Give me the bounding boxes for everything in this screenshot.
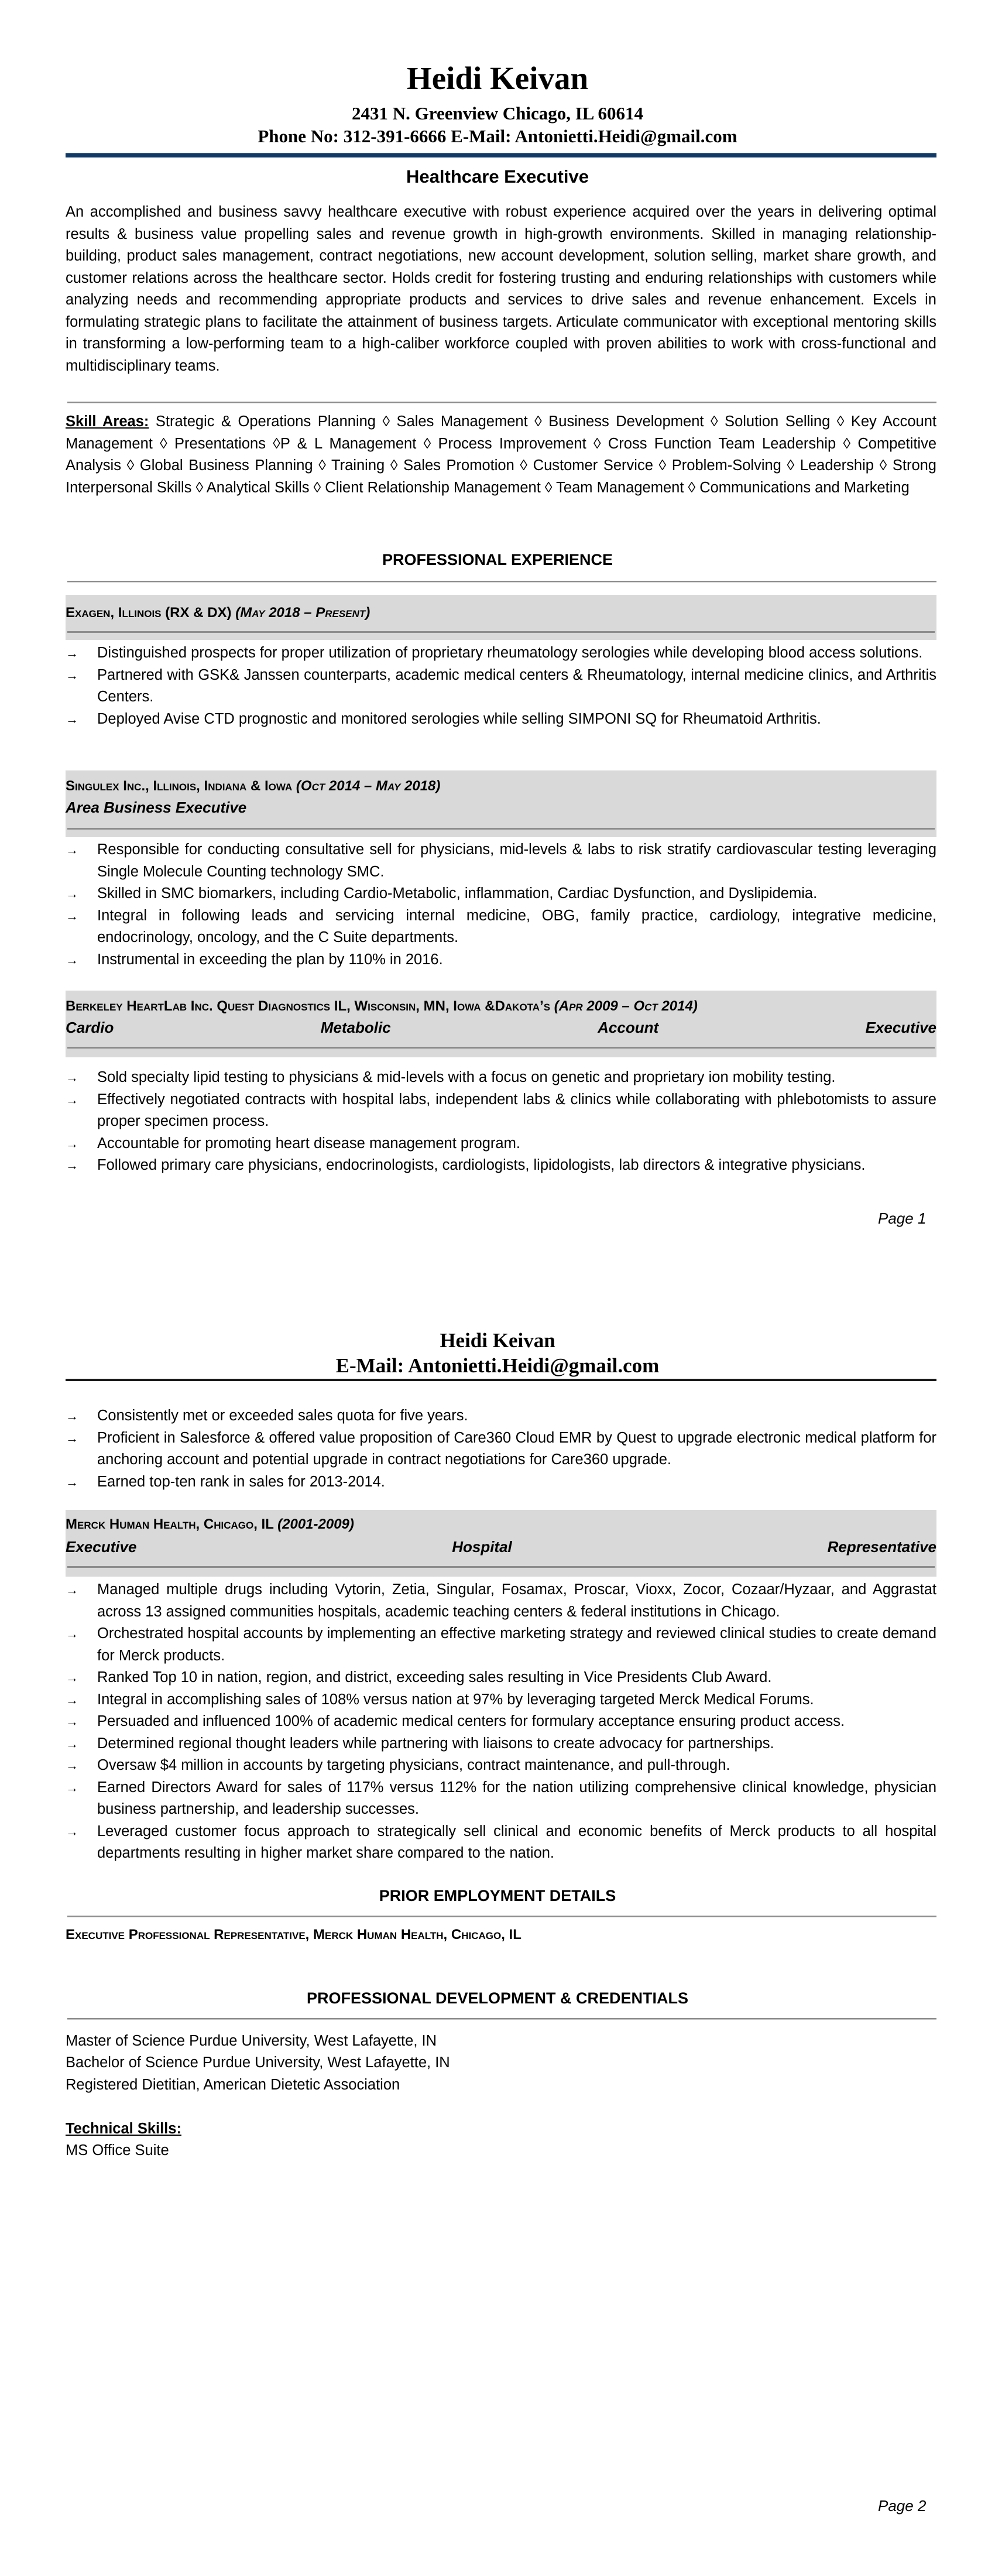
bullet-text: Sold specialty lipid testing to physicians & mid-levels with a focus on genetic and proprietary ion mobility testing.	[97, 1069, 836, 1085]
professional-summary: An accomplished and business savvy healthcare executive with robust experience acquired over the years in delivering optimal results & business value propelling sales and revenue growth in high-growth environments. Skilled in managing relationship-building, product sales management, contract negotiations, new account development, solution selling, market share growth, and customer relations across the healthcare sector. Holds credit for fostering trusting and enduring relationships with customers while analyzing needs and recommending appropriate products and services to drive sales and revenue enhancement. Excels in formulating strategic plans to facilitate the attainment of business targets. Articulate communicator with exceptional mentoring skills in transforming a low-performing team to a high-caliber workforce coupled with proven abilities to work with cross-functional and multidisciplinary teams.	[66, 204, 936, 374]
list-item	[66, 883, 936, 905]
list-item	[66, 1689, 936, 1711]
arrow-bullet-icon: →	[66, 1474, 78, 1489]
candidate-email-page2: E-Mail: Antonietti.Heidi@gmail.com	[335, 1354, 660, 1377]
arrow-bullet-icon: →	[66, 1626, 78, 1641]
headline: Healthcare Executive	[406, 166, 589, 187]
list-item	[66, 664, 936, 708]
job-bullets-berkeley-continued	[66, 1405, 936, 1493]
company-name: Berkeley HeartLab Inc. Quest Diagnostics IL, Wisconsin, MN, Iowa &Dakota’s	[66, 998, 554, 1014]
bullet-text: Integral in accomplishing sales of 108% versus nation at 97% by leveraging targeted Merck Medical Forums.	[97, 1691, 814, 1708]
bullet-text: Effectively negotiated contracts with hospital labs, independent labs & clinics while collaborating with phlebotomists to assure proper specimen process.	[97, 1091, 936, 1129]
section-title-credentials: PROFESSIONAL DEVELOPMENT & CREDENTIALS	[306, 1989, 689, 2007]
arrow-bullet-icon: →	[66, 842, 78, 857]
candidate-name-page2: Heidi Keivan	[440, 1329, 555, 1352]
bullet-text: Determined regional thought leaders while partnering with liaisons to create advocacy for partnerships.	[97, 1735, 774, 1752]
list-item	[66, 1733, 936, 1755]
arrow-bullet-icon: →	[66, 646, 78, 660]
job-header-divider	[67, 828, 935, 830]
bullet-text: Leveraged customer focus approach to strategically sell clinical and economic benefits of Merck products to all hospital departments resulting in higher market share compared to the nation.	[97, 1823, 936, 1861]
bullet-text: Followed primary care physicians, endocrinologists, cardiologists, lipidologists, lab directors & integrative physicians.	[97, 1157, 866, 1173]
job-dates: (2001-2009)	[277, 1516, 354, 1532]
bullet-text: Persuaded and influenced 100% of academic medical centers for formulary acceptance ensuring product access.	[97, 1713, 845, 1729]
arrow-bullet-icon: →	[66, 908, 78, 923]
job-header-divider	[67, 631, 935, 633]
company-name: Singulex Inc., Illinois, Indiana & Iowa	[66, 778, 296, 794]
list-item	[66, 1471, 936, 1493]
credential-item: Bachelor of Science Purdue University, West Lafayette, IN	[66, 2054, 450, 2071]
bullet-text: Earned Directors Award for sales of 117% versus 112% for the nation utilizing comprehensive clinical knowledge, physician business partnership, and leadership successes.	[97, 1779, 936, 1817]
header-divider-page2	[66, 1379, 936, 1381]
job-title-word: Cardio	[66, 1019, 114, 1036]
job-title-word: Executive	[865, 1019, 936, 1036]
list-item	[66, 1133, 936, 1155]
skill-areas-text: Strategic & Operations Planning ◊ Sales Management ◊ Business Development ◊ Solution Selling ◊ Key Account Management ◊ Presentations ◊P & L Management ◊ Process Improvement ◊ Cross Function Team Leadership ◊ Competitive Analysis ◊ Global Business Planning ◊ Training ◊ Sales Promotion ◊ Customer Service ◊ Problem-Solving ◊ Leadership ◊ Strong Interpersonal Skills ◊ Analytical Skills ◊ Client Relationship Management ◊ Team Management ◊ Communications and Marketing	[66, 413, 936, 496]
bullet-text: Consistently met or exceeded sales quota for five years.	[97, 1407, 468, 1424]
page-number: Page 2	[878, 2497, 927, 2515]
bullet-text: Managed multiple drugs including Vytorin, Zetia, Singular, Fosamax, Proscar, Vioxx, Zocor, Cozaar/Hyzaar, and Aggrastat across 13 assigned communities hospitals, academic teaching centers & federal institutions in Chicago.	[97, 1581, 936, 1620]
list-item	[66, 1405, 936, 1427]
job-title	[66, 799, 936, 816]
arrow-bullet-icon: →	[66, 1409, 78, 1423]
list-item	[66, 1667, 936, 1689]
bullet-text: Responsible for conducting consultative sell for physicians, mid-levels & labs to risk stratify cardiovascular testing leveraging Single Molecule Counting technology SMC.	[97, 841, 936, 880]
job-company	[66, 604, 370, 622]
job-title-word: Account	[598, 1019, 659, 1036]
job-dates: (May 2018 – Present)	[235, 605, 370, 621]
job-bullets-exagen	[66, 642, 936, 730]
arrow-bullet-icon: →	[66, 1780, 78, 1795]
bullet-text: Accountable for promoting heart disease management program.	[97, 1135, 520, 1152]
job-header-merck	[66, 1510, 936, 1577]
list-item	[66, 1755, 936, 1777]
list-item	[66, 1711, 936, 1733]
list-item	[66, 1623, 936, 1667]
job-header-divider	[67, 1566, 935, 1568]
job-company	[66, 777, 440, 795]
list-item	[66, 905, 936, 949]
technical-skills-label: Technical Skills:	[66, 2121, 181, 2137]
arrow-bullet-icon: →	[66, 1430, 78, 1445]
list-item	[66, 642, 936, 664]
section-title-prior-employment: PRIOR EMPLOYMENT DETAILS	[379, 1887, 616, 1904]
job-bullets-berkeley	[66, 1067, 936, 1177]
arrow-bullet-icon: →	[66, 1092, 78, 1107]
list-item	[66, 1579, 936, 1623]
arrow-bullet-icon: →	[66, 711, 78, 727]
bullet-text: Distinguished prospects for proper utilization of proprietary rheumatology serologies while developing blood access solutions.	[97, 645, 923, 661]
candidate-name: Heidi Keivan	[406, 60, 589, 96]
arrow-bullet-icon: →	[66, 667, 78, 683]
header-divider	[66, 153, 936, 157]
job-header-berkeley	[66, 991, 936, 1057]
bullet-text: Skilled in SMC biomarkers, including Cardio-Metabolic, inflammation, Cardiac Dysfunction, and Dyslipidemia.	[97, 885, 818, 902]
arrow-bullet-icon: →	[66, 1670, 78, 1685]
skill-areas	[66, 411, 936, 499]
bullet-text: Integral in following leads and servicing internal medicine, OBG, family practice, cardiology, integrative medicine, endocrinology, oncology, and the C Suite departments.	[97, 907, 936, 946]
list-item	[66, 839, 936, 883]
job-title	[66, 1538, 936, 1556]
job-title-word: Executive	[66, 1538, 137, 1556]
technical-skill-item: MS Office Suite	[66, 2142, 169, 2159]
arrow-bullet-icon: →	[66, 1582, 78, 1597]
job-bullets-singulex	[66, 839, 936, 971]
job-title-word: Metabolic	[320, 1019, 391, 1036]
list-item	[66, 708, 936, 731]
bullet-text: Proficient in Salesforce & offered value proposition of Care360 Cloud EMR by Quest to upgrade electronic medical platform for anchoring account and potential upgrade in contract negotiations for Care360 upgrade.	[97, 1429, 936, 1468]
list-item	[66, 1821, 936, 1865]
credential-item: Registered Dietitian, American Dietetic Association	[66, 2077, 400, 2093]
arrow-bullet-icon: →	[66, 1824, 78, 1839]
list-item	[66, 1089, 936, 1133]
job-title-word: Representative	[827, 1538, 936, 1556]
job-dates: (Oct 2014 – May 2018)	[296, 778, 441, 794]
arrow-bullet-icon: →	[66, 1758, 78, 1773]
job-header-divider	[67, 1047, 935, 1049]
job-company	[66, 1516, 354, 1533]
job-header-exagen	[66, 595, 936, 640]
page-number: Page 1	[878, 1210, 927, 1227]
arrow-bullet-icon: →	[66, 1158, 78, 1173]
bullet-text: Ranked Top 10 in nation, region, and district, exceeding sales resulting in Vice Presidents Club Award.	[97, 1669, 772, 1686]
candidate-address: 2431 N. Greenview Chicago, IL 60614	[352, 103, 643, 124]
arrow-bullet-icon: →	[66, 886, 78, 901]
prior-employment-divider	[67, 1916, 936, 1917]
arrow-bullet-icon: →	[66, 1070, 78, 1085]
credentials-divider	[67, 2018, 936, 2020]
arrow-bullet-icon: →	[66, 952, 78, 967]
arrow-bullet-icon: →	[66, 1714, 78, 1729]
prior-role: Executive Professional Representative, Merck Human Health, Chicago, IL	[66, 1927, 521, 1943]
candidate-contact: Phone No: 312-391-6666 E-Mail: Antonietti.Heidi@gmail.com	[258, 126, 737, 146]
list-item	[66, 949, 936, 971]
credential-item: Master of Science Purdue University, West Lafayette, IN	[66, 2033, 437, 2049]
list-item	[66, 1067, 936, 1089]
bullet-text: Partnered with GSK& Janssen counterparts, academic medical centers & Rheumatology, internal medicine clinics, and Arthritis Centers.	[97, 666, 936, 705]
job-title	[66, 1019, 936, 1036]
company-name: Exagen, Illinois (RX & DX)	[66, 605, 236, 621]
section-title-experience: PROFESSIONAL EXPERIENCE	[382, 551, 613, 568]
skill-areas-label: Skill Areas:	[66, 413, 149, 430]
bullet-text: Instrumental in exceeding the plan by 110% in 2016.	[97, 951, 443, 968]
skills-divider	[67, 402, 936, 403]
bullet-text: Deployed Avise CTD prognostic and monitored serologies while selling SIMPONI SQ for Rheumatoid Arthritis.	[97, 710, 821, 727]
company-name: Merck Human Health, Chicago, IL	[66, 1516, 278, 1532]
job-header-singulex	[66, 770, 936, 837]
bullet-text: Oversaw $4 million in accounts by targeting physicians, contract maintenance, and pull-through.	[97, 1757, 730, 1773]
job-dates: (Apr 2009 – Oct 2014)	[554, 998, 698, 1014]
arrow-bullet-icon: →	[66, 1692, 78, 1707]
bullet-text: Earned top-ten rank in sales for 2013-2014.	[97, 1473, 385, 1490]
list-item	[66, 1155, 936, 1177]
job-title-text: Area Business Executive	[66, 799, 247, 816]
experience-divider	[67, 581, 936, 583]
list-item	[66, 1777, 936, 1821]
arrow-bullet-icon: →	[66, 1736, 78, 1751]
job-title-word: Hospital	[452, 1538, 512, 1556]
job-bullets-merck	[66, 1579, 936, 1865]
bullet-text: Orchestrated hospital accounts by implementing an effective marketing strategy and reviewed clinical studies to create demand for Merck products.	[97, 1625, 936, 1664]
job-company	[66, 998, 698, 1015]
arrow-bullet-icon: →	[66, 1136, 78, 1151]
list-item	[66, 1427, 936, 1471]
